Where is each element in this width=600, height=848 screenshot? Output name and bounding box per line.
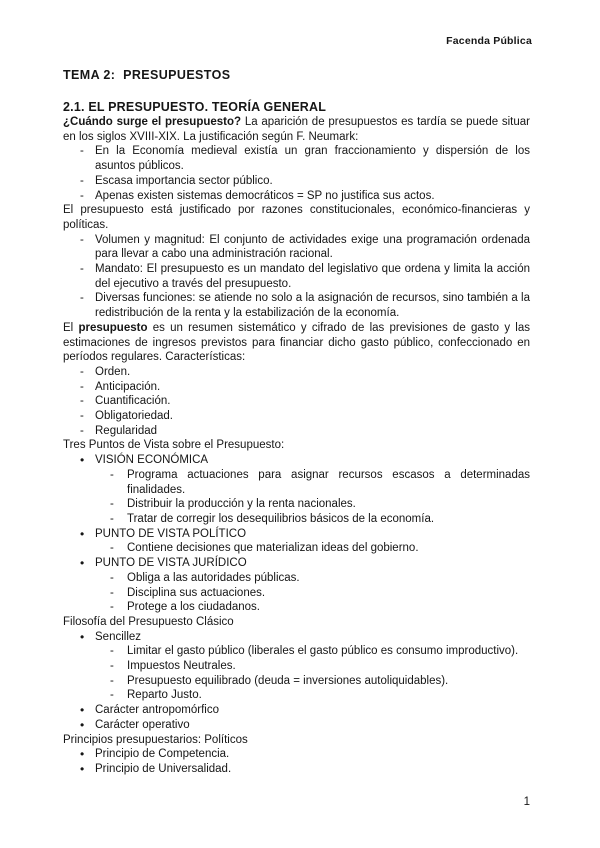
sub-list-item bbox=[63, 468, 530, 497]
dash-icon: - bbox=[80, 145, 84, 158]
paragraph bbox=[63, 438, 530, 453]
text: Cuantificación. bbox=[95, 395, 171, 408]
text: Mandato: El presupuesto es un mandato del legislativo que ordena y limita la acción del ejecutivo a través del presupuesto. bbox=[95, 263, 530, 290]
page-number: 1 bbox=[523, 796, 530, 808]
dash-icon: - bbox=[110, 689, 114, 702]
bullet-icon: • bbox=[80, 703, 85, 718]
list-item bbox=[63, 424, 530, 439]
list-item bbox=[63, 189, 530, 204]
bullet-icon: • bbox=[80, 453, 85, 468]
bullet-icon: • bbox=[80, 526, 85, 541]
bullet-icon: • bbox=[80, 717, 85, 732]
text: Distribuir la producción y la renta nacionales. bbox=[127, 498, 356, 511]
text: PUNTO DE VISTA POLÍTICO bbox=[95, 527, 247, 540]
text: Carácter operativo bbox=[95, 718, 190, 731]
dash-icon: - bbox=[80, 365, 84, 378]
sub-list-item bbox=[63, 674, 530, 689]
dash-icon: - bbox=[80, 395, 84, 408]
paragraph bbox=[63, 733, 530, 748]
text: Volumen y magnitud: El conjunto de actividades exige una programación ordenada para llevar a cabo una administración racional. bbox=[95, 233, 530, 261]
sub-list-item bbox=[63, 541, 530, 556]
paragraph bbox=[63, 321, 530, 365]
text: Principios presupuestarios: Políticos bbox=[63, 733, 248, 746]
text: Carácter antropomórfico bbox=[95, 704, 219, 717]
text: La aparición de presupuestos es tardía se puede situar en los siglos XVIII-XIX. La justificación según F. Neumark: bbox=[63, 116, 530, 143]
list-item bbox=[63, 144, 530, 173]
text: Limitar el gasto público (liberales el gasto público es consumo improductivo). bbox=[127, 645, 519, 658]
dash-icon: - bbox=[80, 380, 84, 393]
text: Impuestos Neutrales. bbox=[127, 660, 236, 673]
text: Obligatoriedad. bbox=[95, 410, 173, 423]
bullet-icon: • bbox=[80, 556, 85, 571]
text: En la Economía medieval existía un gran fraccionamiento y dispersión de los asuntos públicos. bbox=[95, 145, 530, 173]
text: Principio de Universalidad. bbox=[95, 762, 232, 775]
dash-icon: - bbox=[80, 263, 84, 276]
dash-icon: - bbox=[110, 645, 114, 658]
section-heading: 2.1. EL PRESUPUESTO. TEORÍA GENERAL bbox=[63, 100, 327, 114]
text: Protege a los ciudadanos. bbox=[127, 601, 260, 614]
text: Reparto Justo. bbox=[127, 689, 202, 702]
dash-icon: - bbox=[80, 424, 84, 437]
list-item bbox=[63, 291, 530, 320]
dash-icon: - bbox=[110, 542, 114, 555]
text: Diversas funciones: se atiende no solo a la asignación de recursos, sino también a la redistribución de la renta y la estabilización de la economía. bbox=[95, 292, 530, 320]
text: PUNTO DE VISTA JURÍDICO bbox=[95, 557, 247, 570]
text: VISIÓN ECONÓMICA bbox=[95, 454, 209, 467]
dash-icon: - bbox=[110, 586, 114, 599]
bullet-icon: • bbox=[80, 629, 85, 644]
text: Sencillez bbox=[95, 630, 142, 643]
text: Tratar de corregir los desequilibrios básicos de la economía. bbox=[127, 512, 435, 525]
list-item bbox=[63, 380, 530, 395]
bullet-item bbox=[63, 556, 530, 571]
sub-list-item bbox=[63, 600, 530, 615]
paragraph bbox=[63, 615, 530, 630]
document-title: TEMA 2: PRESUPUESTOS bbox=[63, 68, 231, 82]
sub-list-item bbox=[63, 512, 530, 527]
bullet-item bbox=[63, 703, 530, 718]
paragraph bbox=[63, 203, 530, 232]
list-item bbox=[63, 394, 530, 409]
text: Contiene decisiones que materializan ideas del gobierno. bbox=[127, 542, 419, 555]
sub-list-item bbox=[63, 571, 530, 586]
bold-text: ¿Cuándo surge el presupuesto? bbox=[63, 116, 242, 128]
bullet-icon: • bbox=[80, 761, 85, 776]
list-item bbox=[63, 233, 530, 262]
text: Orden. bbox=[95, 365, 131, 378]
bullet-icon: • bbox=[80, 747, 85, 762]
bullet-item bbox=[63, 453, 530, 468]
bullet-item bbox=[63, 718, 530, 733]
bullet-item bbox=[63, 762, 530, 777]
bullet-item bbox=[63, 747, 530, 762]
list-item bbox=[63, 262, 530, 291]
paragraph bbox=[63, 115, 530, 144]
sub-list-item bbox=[63, 659, 530, 674]
dash-icon: - bbox=[80, 233, 84, 246]
text: Filosofía del Presupuesto Clásico bbox=[63, 615, 234, 628]
dash-icon: - bbox=[80, 174, 84, 187]
bold-text: presupuesto bbox=[78, 321, 148, 334]
dash-icon: - bbox=[80, 410, 84, 423]
list-item bbox=[63, 365, 530, 380]
dash-icon: - bbox=[110, 674, 114, 687]
list-item bbox=[63, 174, 530, 189]
text: es un resumen sistemático y cifrado de las previsiones de gasto y las estimaciones de ingresos previstos para financiar dicho gasto público, confeccionado en períodos regulares. Características: bbox=[63, 321, 530, 364]
text: El bbox=[63, 321, 79, 334]
text: El presupuesto está justificado por razones constitucionales, económico-financieras y políticas. bbox=[63, 204, 530, 231]
dash-icon: - bbox=[110, 498, 114, 511]
dash-icon: - bbox=[110, 468, 114, 481]
text: Escasa importancia sector público. bbox=[95, 174, 273, 187]
document-content bbox=[63, 68, 530, 777]
sub-list-item bbox=[63, 497, 530, 512]
bullet-item bbox=[63, 630, 530, 645]
text: Apenas existen sistemas democráticos = SP no justifica sus actos. bbox=[95, 189, 435, 202]
dash-icon: - bbox=[110, 660, 114, 673]
text: Disciplina sus actuaciones. bbox=[127, 586, 266, 599]
text: Principio de Competencia. bbox=[95, 748, 230, 761]
text: Presupuesto equilibrado (deuda = inversiones autoliquidables). bbox=[127, 674, 449, 687]
list-item bbox=[63, 409, 530, 424]
dash-icon: - bbox=[80, 292, 84, 305]
text: Obliga a las autoridades públicas. bbox=[127, 571, 300, 584]
dash-icon: - bbox=[110, 571, 114, 584]
text: Tres Puntos de Vista sobre el Presupuesto: bbox=[63, 439, 285, 452]
dash-icon: - bbox=[110, 512, 114, 525]
page-header: Facenda Pública bbox=[446, 35, 532, 47]
text: Regularidad bbox=[95, 424, 158, 437]
text: Anticipación. bbox=[95, 380, 161, 393]
dash-icon: - bbox=[80, 189, 84, 202]
sub-list-item bbox=[63, 644, 530, 659]
sub-list-item bbox=[63, 586, 530, 601]
bullet-item bbox=[63, 527, 530, 542]
text: Programa actuaciones para asignar recursos escasos a determinadas finalidades. bbox=[127, 468, 530, 496]
dash-icon: - bbox=[110, 601, 114, 614]
sub-list-item bbox=[63, 688, 530, 703]
document-body bbox=[63, 115, 530, 777]
